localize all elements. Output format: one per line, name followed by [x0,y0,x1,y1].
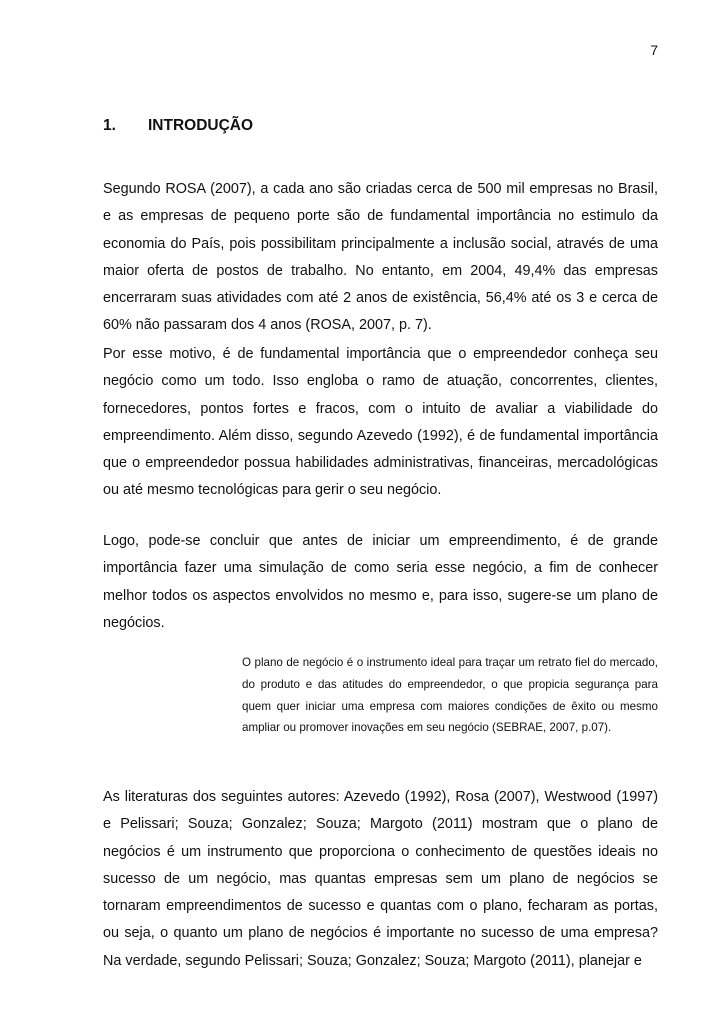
section-heading [103,117,253,135]
paragraph-2: Por esse motivo, é de fundamental importância que o empreendedor conheça seu negócio como um todo. Isso engloba o ramo de atuação, concorrentes, clientes, fornecedores, pontos fortes e fracos, com o intuito de avaliar a viabilidade do empreendimento. Além disso, segundo Azevedo (1992), é de fundamental importância que o empreendedor possua habilidades administrativas, financeiras, mercadológicas ou até mesmo tecnológicas para gerir o seu negócio. [103,346,658,499]
section-number: 1. [103,117,116,134]
paragraph-4: As literaturas dos seguintes autores: Azevedo (1992), Rosa (2007), Westwood (1997) e Pelissari; Souza; Gonzalez; Souza; Margoto (2011) mostram que o plano de negócios é um instrumento que proporciona o conhecimento de questões ideais no sucesso de um negócio, mas quantas empresas sem um plano de negócios se tornaram empreendimentos de sucesso e quantas com o plano, fecharam as portas, ou seja, o quanto um plano de negócios é importante no sucesso de uma empresa? Na verdade, segundo Pelissari; Souza; Gonzalez; Souza; Margoto (2011), planejar e [103,789,658,969]
paragraph-1: Segundo ROSA (2007), a cada ano são criadas cerca de 500 mil empresas no Brasil, e as empresas de pequeno porte são de fundamental importância no estimulo da economia do País, pois possibilitam principalmente a inclusão social, através de uma maior oferta de postos de trabalho. No entanto, em 2004, 49,4% das empresas encerraram suas atividades com até 2 anos de existência, 56,4% até os 3 e cerca de 60% não passaram dos 4 anos (ROSA, 2007, p. 7). [103,181,658,334]
block-quote: O plano de negócio é o instrumento ideal para traçar um retrato fiel do mercado, do produto e das atitudes do empreendedor, o que propicia segurança para quem quer iniciar uma empresa com maiores condições de êxito ou mesmo ampliar ou promover inovações em seu negócio (SEBRAE, 2007, p.07). [242,656,658,735]
page-number: 7 [650,42,658,58]
paragraph-3: Logo, pode-se concluir que antes de iniciar um empreendimento, é de grande importância fazer uma simulação de como seria esse negócio, a fim de conhecer melhor todos os aspectos envolvidos no mesmo e, para isso, sugere-se um plano de negócios. [103,533,658,631]
section-title: INTRODUÇÃO [148,117,254,134]
